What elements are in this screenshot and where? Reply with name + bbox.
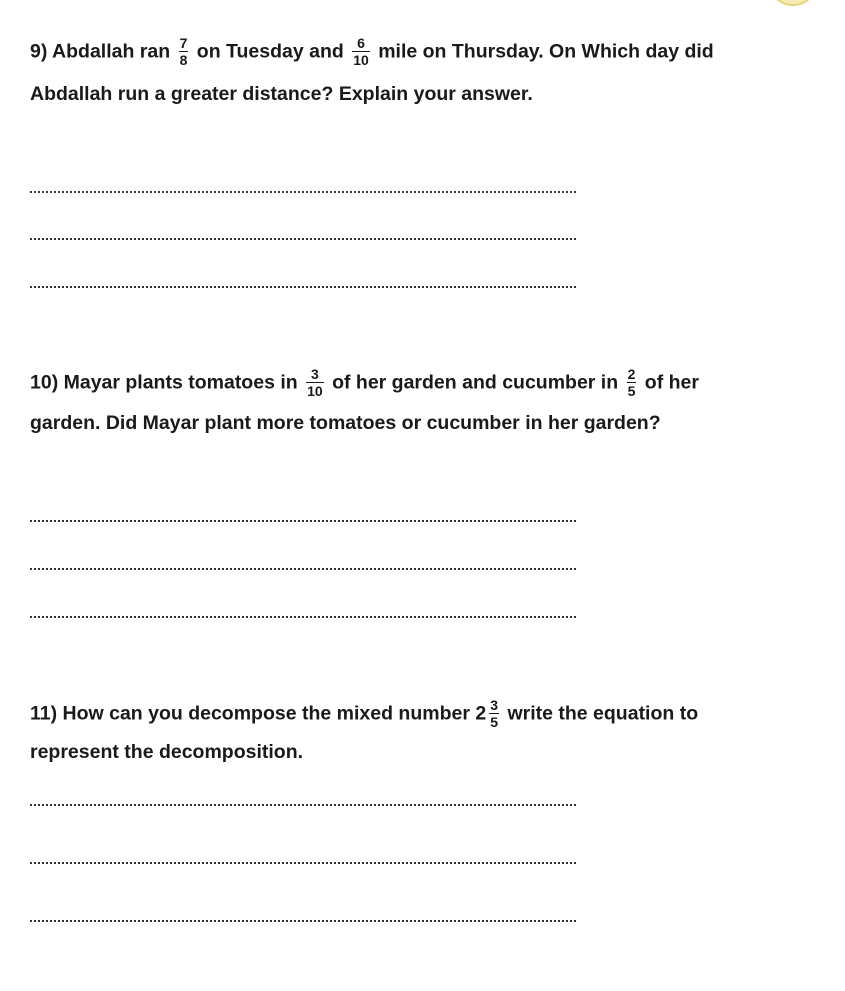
mixed-number-whole: 2 [475,702,487,725]
answer-line[interactable] [30,920,576,922]
answer-line[interactable] [30,191,576,193]
question-10-text: 10) Mayar plants tomatoes in [30,371,298,394]
school-logo [768,0,818,6]
question-11-text: 11) How can you decompose the mixed number [30,702,470,725]
fraction-6-10: $\frac{6}{10}$ [353,35,369,68]
question-9-line-2: Abdallah run a greater distance? Explain your answer. [30,83,533,105]
question-10-line-2: garden. Did Mayar plant more tomatoes or cucumber in her garden? [30,412,661,434]
question-11-line-1 [30,698,698,731]
question-10-line-1 [30,367,699,400]
answer-line[interactable] [30,568,576,570]
question-9-text: 9) Abdallah ran [30,40,171,63]
question-9-text: on Tuesday and [196,40,344,63]
fraction-3-5: $\frac{3}{5}$ [490,697,499,730]
question-9-text: mile on Thursday. On Which day did [378,40,714,63]
fraction-2-5: $\frac{2}{5}$ [627,366,636,399]
question-9-line-1 [30,36,714,69]
question-11-line-2: represent the decomposition. [30,741,304,763]
answer-line[interactable] [30,286,576,288]
fraction-7-8: $\frac{7}{8}$ [179,35,188,68]
answer-line[interactable] [30,520,576,522]
question-11-text: write the equation to [507,702,699,725]
question-10-text: of her garden and cucumber in [332,371,619,394]
answer-line[interactable] [30,616,576,618]
answer-line[interactable] [30,862,576,864]
answer-line[interactable] [30,238,576,240]
fraction-3-10: $\frac{3}{10}$ [307,366,323,399]
question-10-text: of her [644,371,699,394]
answer-line[interactable] [30,804,576,806]
